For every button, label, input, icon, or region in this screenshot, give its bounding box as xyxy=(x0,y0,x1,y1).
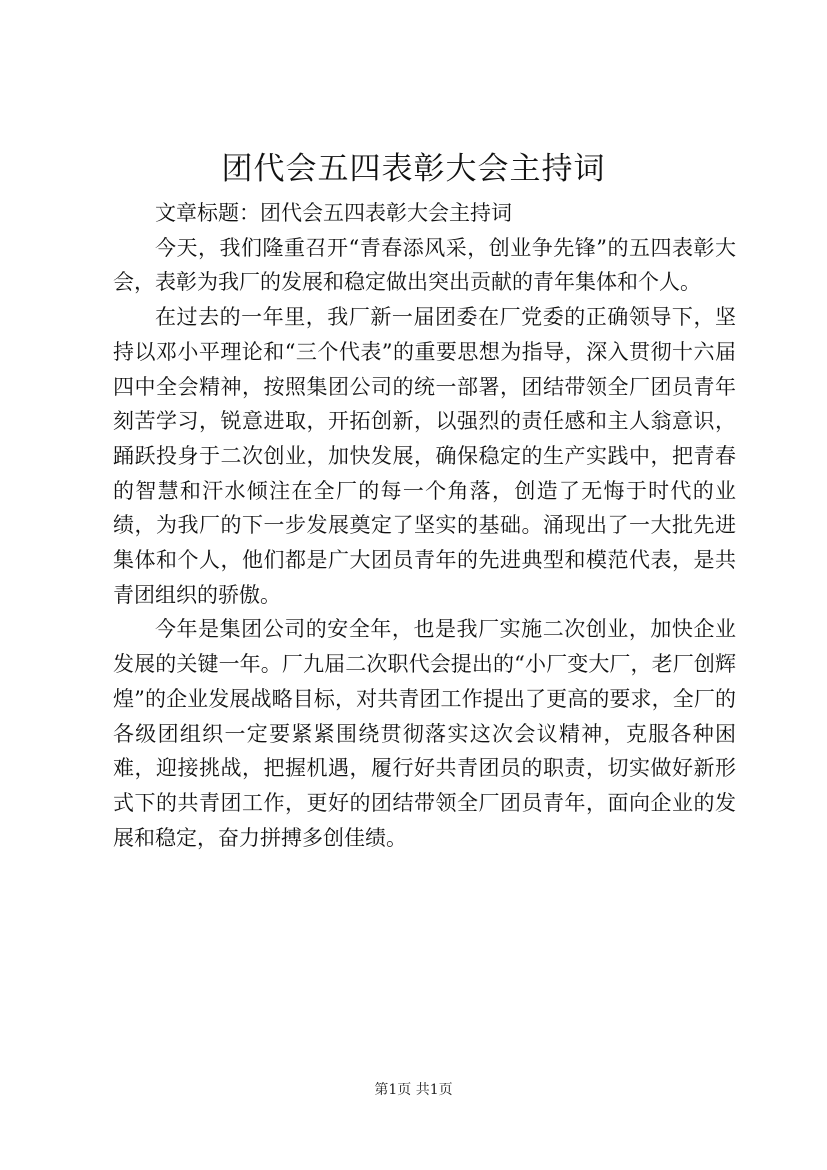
paragraph-this-year: 今年是集团公司的安全年，也是我厂实施二次创业，加快企业发展的关键一年。厂九届二次职代会提出的“小厂变大厂，老厂创辉煌”的企业发展战略目标，对共青团工作提出了更高的要求，全厂的各级团组织一定要紧紧围绕贯彻落实这次会议精神，克服各种困难，迎接挑战，把握机遇，履行好共青团员的职责，切实做好新形式下的共青团工作，更好的团结带领全厂团员青年，面向企业的发展和稳定，奋力拼搏多创佳绩。 xyxy=(113,617,736,850)
page-footer: 第1页 共1页 xyxy=(374,1082,453,1098)
paragraph-past-year: 在过去的一年里，我厂新一届团委在厂党委的正确领导下，坚持以邓小平理论和“三个代表”的重要思想为指导，深入贯彻十六届四中全会精神，按照集团公司的统一部署，团结带领全厂团员青年刻苦学习，锐意进取，开拓创新，以强烈的责任感和主人翁意识，踊跃投身于二次创业，加快发展，确保稳定的生产实践中，把青春的智慧和汗水倾注在全厂的每一个角落，创造了无悔于时代的业绩，为我厂的下一步发展奠定了坚实的基础。涌现出了一大批先进集体和个人，他们都是广大团员青年的先进典型和模范代表，是共青团组织的骄傲。 xyxy=(113,305,736,607)
document-title: 团代会五四表彰大会主持词 xyxy=(221,151,606,187)
article-title-line: 文章标题：团代会五四表彰大会主持词 xyxy=(155,201,512,225)
paragraph-opening: 今天，我们隆重召开“青春添风采，创业争先锋”的五四表彰大会，表彰为我厂的发展和稳定做出突出贡献的青年集体和个人。 xyxy=(113,235,736,295)
document-body xyxy=(113,196,736,855)
